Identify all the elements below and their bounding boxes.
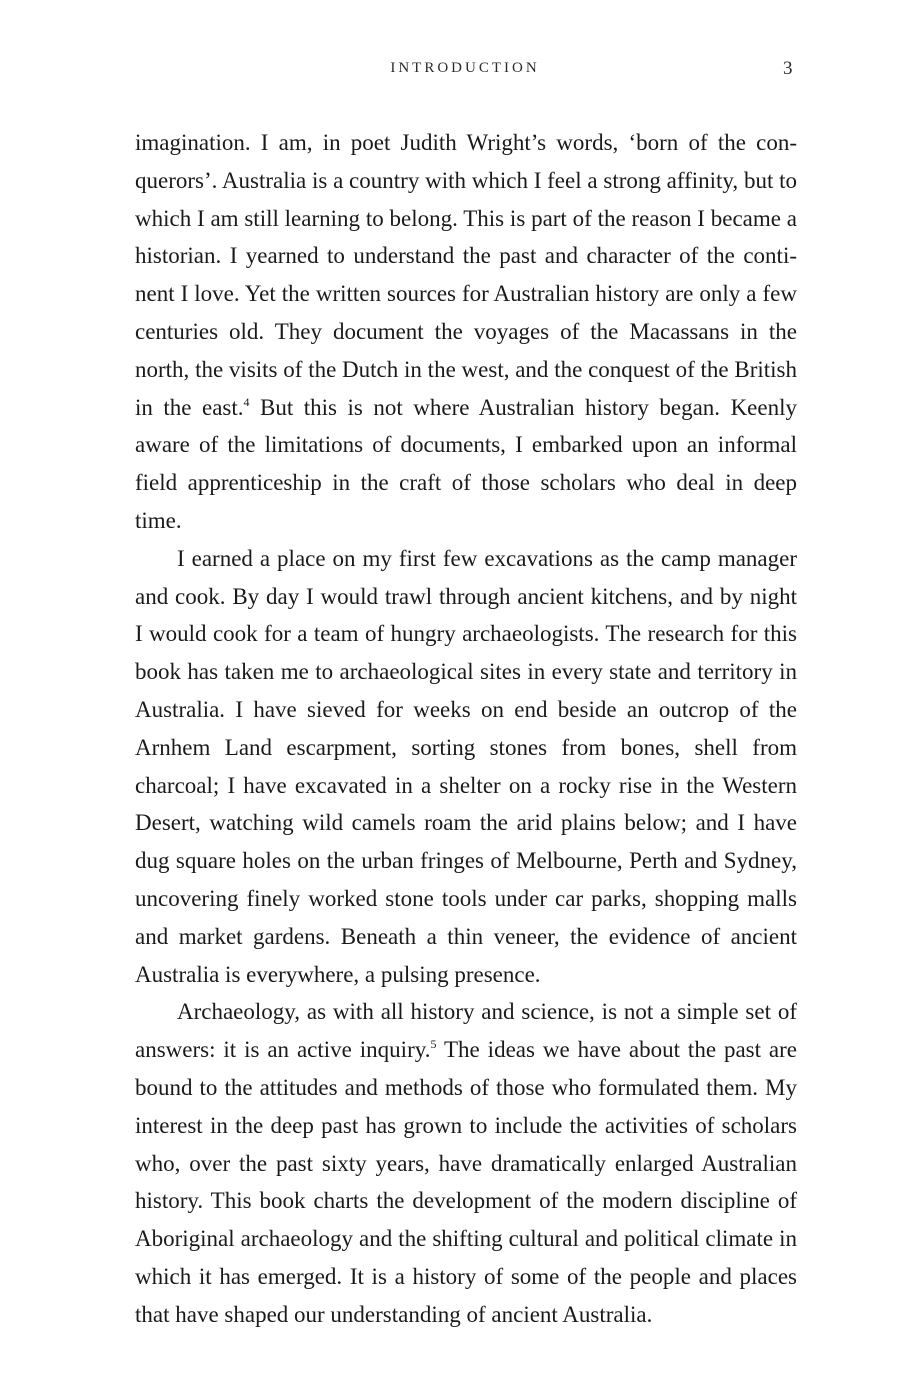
page-number: 3 — [783, 58, 793, 79]
footnote-marker[interactable]: 5 — [430, 1037, 437, 1052]
paragraph-text: Archaeology, as with all history and science, is not a simple set of answers: it is an active inquiry. — [135, 999, 797, 1063]
section-title: INTRODUCTION — [390, 60, 540, 76]
paragraph-text: The ideas we have about the past are bound to the attitudes and methods of those who formulated them. My interest in the deep past has grown to include the activities of scholars who, over the past sixty years, have dramatically enlarged Australian history. This book charts the development of the modern discipline of Aboriginal archaeology and the shifting cultural and political climate in which it has emerged. It is a history of some of the people and places that have shaped our understanding of ancient Australia. — [135, 1037, 797, 1327]
paragraph-1 — [135, 124, 797, 540]
body-text — [135, 124, 797, 1334]
paragraph-text: I earned a place on my first few excavations as the camp manager and cook. By day I would trawl through ancient kitchens, and by night I would cook for a team of hungry archaeologists. The research for this book has taken me to archaeological sites in every state and territory in Australia. I have sieved for weeks on end beside an outcrop of the Arnhem Land escarpment, sorting stones from bones, shell from charcoal; I have excavated in a shelter on a rocky rise in the Western Desert, watching wild camels roam the arid plains below; and I have dug square holes on the urban fringes of Melbourne, Perth and Sydney, uncovering finely worked stone tools under car parks, shopping malls and market gardens. Beneath a thin veneer, the evidence of ancient Australia is everywhere, a pulsing presence. — [135, 545, 797, 987]
running-head — [0, 58, 900, 82]
paragraph-2 — [135, 540, 797, 994]
paragraph-3 — [135, 993, 797, 1333]
paragraph-text: But this is not where Australian history began. Keenly aware of the limitations of documents, I embarked upon an informal field apprenticeship in the craft of those scholars who deal in deep time. — [135, 394, 797, 533]
footnote-marker[interactable]: 4 — [243, 394, 250, 409]
paragraph-text: imagination. I am, in poet Judith Wright’s words, ‘born of the conquerors’. Australia is a country with which I feel a strong affinity, but to which I am still learning to belong. This is part of the reason I became a historian. I yearned to understand the past and character of the continent I love. Yet the written sources for Australian history are only a few centuries old. They document the voyages of the Macassans in the north, the visits of the Dutch in the west, and the conquest of the British in the east. — [135, 130, 797, 420]
